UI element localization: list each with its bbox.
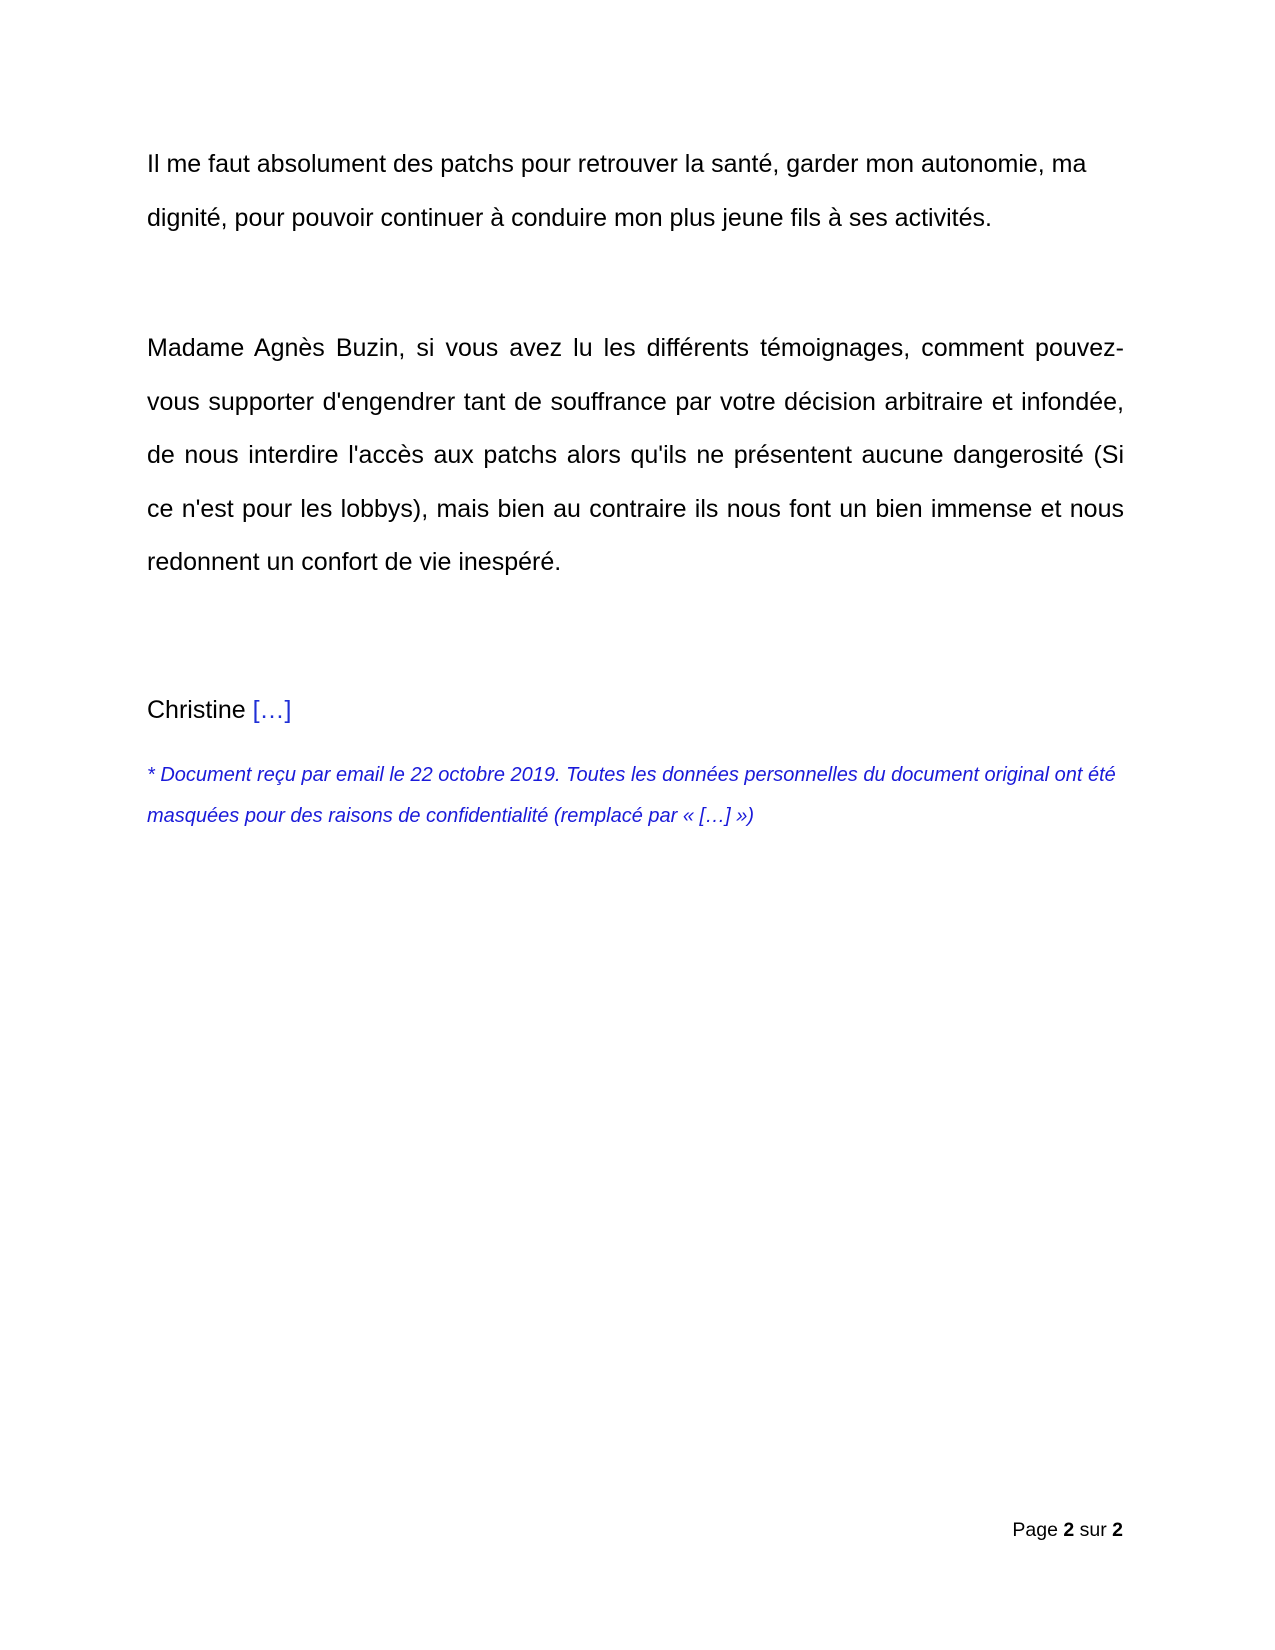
redacted-marker: […] (252, 696, 292, 724)
paragraph-address-minister: Madame Agnès Buzin, si vous avez lu les différents témoignages, comment pouvez-vous supporter d'engendrer tant de souffrance par votre décision arbitraire et infondée, de nous interdire l'accès aux patchs alors qu'ils ne présentent aucune dangerosité (Si ce n'est pour les lobbys), mais bien au contraire ils nous font un bien immense et nous redonnent un confort de vie inespéré. (147, 334, 1124, 576)
signature-name: Christine (147, 696, 246, 724)
total-pages-number: 2 (1112, 1519, 1123, 1541)
current-page-number: 2 (1063, 1519, 1075, 1541)
paragraph-autonomy: Il me faut absolument des patchs pour retrouver la santé, garder mon autonomie, ma dignité, pour pouvoir continuer à conduire mon plus jeune fils à ses activités. (147, 150, 1087, 232)
page-footer (1012, 1515, 1123, 1545)
page-label: Page (1012, 1519, 1058, 1541)
signature (147, 684, 292, 737)
of-label: sur (1079, 1519, 1107, 1541)
confidentiality-note: * Document reçu par email le 22 octobre 2019. Toutes les données personnelles du document original ont été masquées pour des raisons de confidentialité (remplacé par « […] ») (147, 764, 1116, 827)
